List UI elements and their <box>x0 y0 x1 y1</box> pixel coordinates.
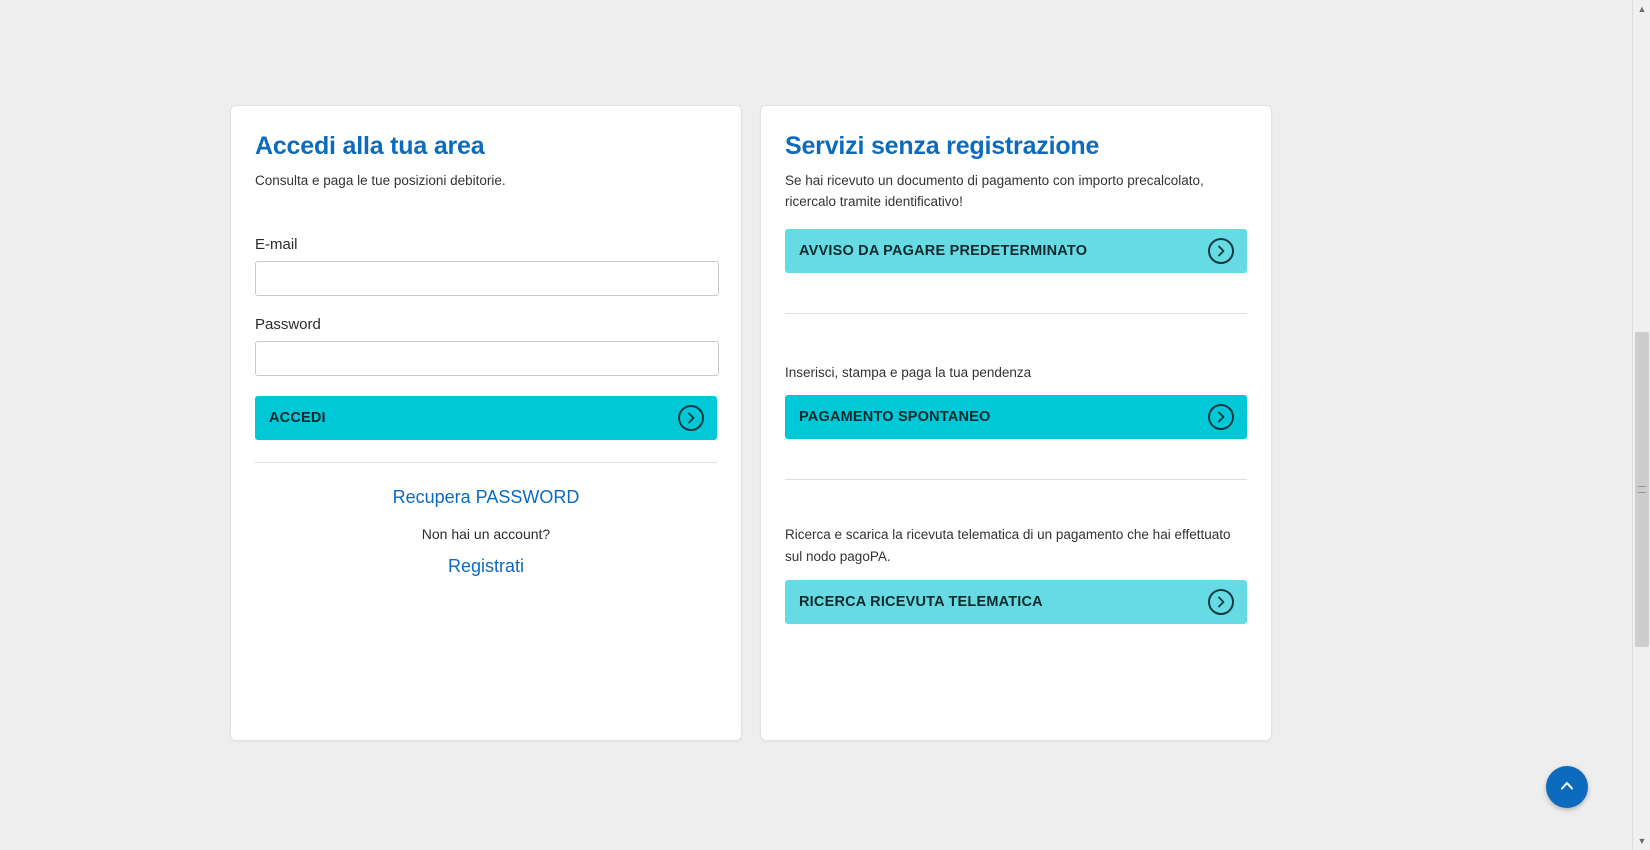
services-card-title: Servizi senza registrazione <box>785 132 1100 160</box>
login-submit-button[interactable] <box>255 396 717 440</box>
login-card <box>230 105 742 741</box>
avviso-predeterminato-button[interactable] <box>785 229 1247 273</box>
login-card-subtitle: Consulta e paga le tue posizioni debitorie. <box>255 173 506 188</box>
services-card-subtitle: Se hai ricevuto un documento di pagamento con importo precalcolato, ricercalo tramite identificativo! <box>785 173 1204 209</box>
pagamento-spontaneo-label: PAGAMENTO SPONTANEO <box>799 409 991 426</box>
scroll-to-top-button[interactable] <box>1546 766 1588 808</box>
services-divider-2 <box>785 479 1247 480</box>
ricerca-ricevuta-button[interactable] <box>785 580 1247 624</box>
login-submit-label: ACCEDI <box>269 409 326 426</box>
login-links <box>255 487 717 577</box>
scrollbar-grip-icon <box>1638 486 1646 493</box>
register-link[interactable]: Registrati <box>447 555 525 576</box>
vertical-scrollbar[interactable] <box>1632 0 1650 850</box>
service-block-predetermined <box>785 229 1247 273</box>
ricevuta-telematica-text: Ricerca e scarica la ricevuta telematica di un pagamento che hai effettuato sul nodo pagoPA. <box>785 527 1231 565</box>
pagamento-spontaneo-button[interactable] <box>785 395 1247 439</box>
cards-container <box>230 105 1272 741</box>
services-divider-1 <box>785 313 1247 314</box>
recover-password-link[interactable]: Recupera PASSWORD <box>392 486 580 507</box>
email-field[interactable] <box>255 261 719 296</box>
password-label: Password <box>255 315 321 333</box>
chevron-right-icon <box>1208 404 1234 430</box>
chevron-right-icon <box>1208 238 1234 264</box>
spacer-1 <box>785 273 1247 313</box>
chevron-right-icon <box>1208 589 1234 615</box>
login-form <box>255 236 717 440</box>
scrollbar-thumb[interactable] <box>1635 332 1649 647</box>
services-card <box>760 105 1272 741</box>
service-block-receipt <box>785 524 1247 623</box>
pagamento-spontaneo-text: Inserisci, stampa e paga la tua pendenza <box>785 364 1032 380</box>
password-field[interactable] <box>255 341 719 376</box>
login-card-title: Accedi alla tua area <box>255 132 485 160</box>
no-account-text: Non hai un account? <box>421 525 551 542</box>
scrollbar-up-arrow-icon[interactable]: ▲ <box>1633 0 1650 18</box>
scrollbar-down-arrow-icon[interactable]: ▼ <box>1633 832 1650 850</box>
service-block-spontaneous <box>785 362 1247 440</box>
login-divider <box>255 462 717 463</box>
chevron-right-icon <box>678 405 704 431</box>
ricerca-ricevuta-label: RICERCA RICEVUTA TELEMATICA <box>799 593 1043 610</box>
avviso-predeterminato-label: AVVISO DA PAGARE PREDETERMINATO <box>799 242 1088 259</box>
email-label: E-mail <box>255 235 298 253</box>
spacer-2 <box>785 439 1247 479</box>
chevron-up-icon <box>1557 776 1577 799</box>
